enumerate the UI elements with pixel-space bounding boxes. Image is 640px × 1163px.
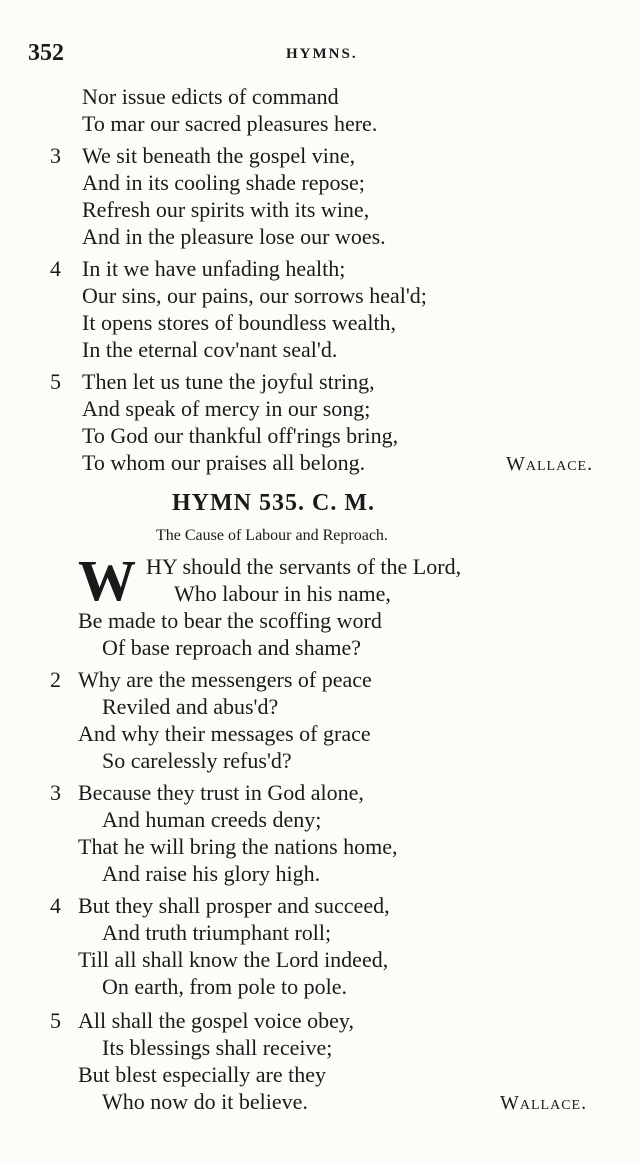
verse-number: 2 [50,667,61,692]
verse-line: Refresh our spirits with its wine, [82,197,370,222]
verse-line: But they shall prosper and succeed, [78,893,390,918]
verse-line: That he will bring the nations home, [78,834,398,859]
verse-line: And why their messages of grace [78,721,371,746]
verse-line: But blest especially are they [78,1062,327,1087]
verse-number: 5 [50,369,61,394]
verse-line: It opens stores of boundless wealth, [82,310,397,335]
verse-line: Who now do it believe. [102,1089,308,1114]
verse-line: And raise his glory high. [102,861,321,886]
verse-line: All shall the gospel voice obey, [78,1008,354,1033]
verse-line: And human creeds deny; [102,807,322,832]
verse-line: Nor issue edicts of command [82,84,339,109]
verse-line: HY should the servants of the Lord, [146,554,462,579]
verse-number: 3 [50,143,61,168]
verse-line: Who labour in his name, [174,581,391,606]
drop-capital: W [78,548,136,613]
verse-line: Why are the messengers of peace [78,667,372,692]
verse-line: And in its cooling shade repose; [82,170,365,195]
verse-line: So carelessly refus'd? [102,748,292,773]
hymn-title: HYMN 535. C. M. [172,490,375,516]
verse-line: And truth triumphant roll; [102,920,332,945]
verse-line: And in the pleasure lose our woes. [82,224,386,249]
author-attribution: Wallace. [506,453,594,475]
running-head: HYMNS. [286,46,358,62]
verse-number: 5 [50,1008,61,1033]
verse-number: 3 [50,780,61,805]
verse-number: 4 [50,256,61,281]
verse-line: Be made to bear the scoffing word [78,608,382,633]
verse-line: To whom our praises all belong. [82,450,366,475]
verse-line: In the eternal cov'nant seal'd. [82,337,338,362]
page-number: 352 [28,40,64,66]
verse-line: Its blessings shall receive; [102,1035,333,1060]
verse-line: Till all shall know the Lord indeed, [78,947,389,972]
verse-number: 4 [50,893,61,918]
verse-line: Of base reproach and shame? [102,635,361,660]
verse-line: To mar our sacred pleasures here. [82,111,378,136]
verse-line: On earth, from pole to pole. [102,974,347,999]
page-header [0,40,640,70]
verse-line: In it we have unfading health; [82,256,346,281]
verse-line: Because they trust in God alone, [78,780,364,805]
verse-line: We sit beneath the gospel vine, [82,143,356,168]
verse-line: Reviled and abus'd? [102,694,279,719]
verse-line: Our sins, our pains, our sorrows heal'd; [82,283,427,308]
author-attribution: Wallace. [500,1092,588,1114]
verse-line: And speak of mercy in our song; [82,396,371,421]
verse-line: To God our thankful off'rings bring, [82,423,399,448]
verse-line: Then let us tune the joyful string, [82,369,375,394]
hymn-subtitle: The Cause of Labour and Reproach. [156,527,388,544]
